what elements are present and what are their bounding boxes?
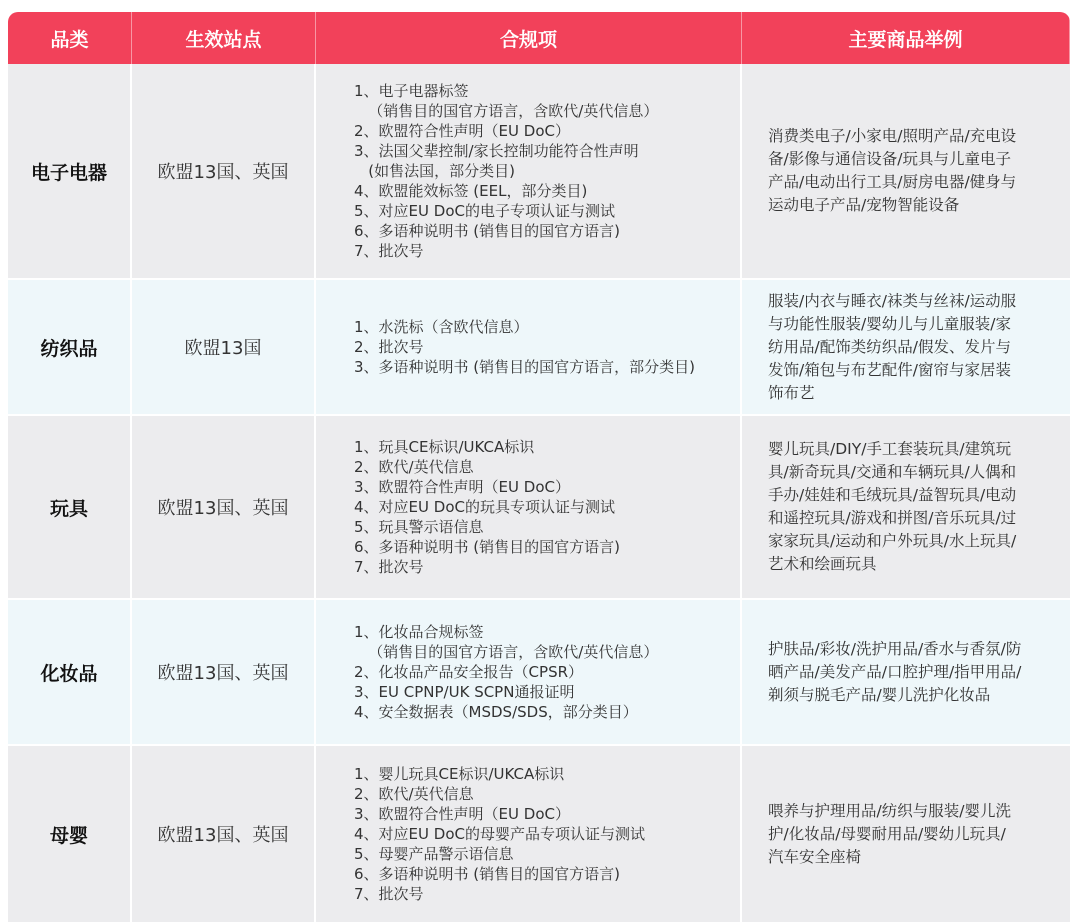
examples-line: 消费类电子/小家电/照明产品/充电设 — [768, 127, 1017, 145]
examples-line: 纺用品/配饰类纺织品/假发、发片与 — [768, 337, 1011, 356]
category-cell: 母婴 — [8, 746, 132, 922]
compliance-item: 5、对应EU DoC的电子专项认证与测试 — [354, 202, 615, 220]
examples-line: 艺术和绘画玩具 — [768, 555, 877, 573]
category-cell: 化妆品 — [8, 600, 132, 744]
compliance-item: 2、欧代/英代信息 — [354, 785, 474, 803]
compliance-item: （销售目的国官方语言，含欧代/英代信息） — [354, 643, 659, 661]
compliance-item: 3、EU CPNP/UK SCPN通报证明 — [354, 683, 575, 701]
compliance-item: (如售法国，部分类目) — [354, 162, 516, 180]
compliance-list — [354, 81, 658, 261]
compliance-item: 1、婴儿玩具CE标识/UKCA标识 — [354, 765, 565, 783]
examples-line: 家家玩具/运动和户外玩具/水上玩具/ — [768, 532, 1017, 550]
compliance-cell — [316, 600, 742, 744]
compliance-list — [354, 437, 620, 577]
compliance-item: 5、玩具警示语信息 — [354, 518, 484, 536]
compliance-item: 2、欧盟符合性声明（EU DoC） — [354, 122, 570, 140]
examples-line: 手办/娃娃和毛绒玩具/益智玩具/电动 — [768, 486, 1017, 504]
compliance-table — [8, 12, 1070, 924]
compliance-item: 7、批次号 — [354, 558, 424, 576]
compliance-cell — [316, 746, 742, 922]
compliance-item: 3、欧盟符合性声明（EU DoC） — [354, 478, 570, 496]
examples-line: 剃须与脱毛产品/婴儿洗护化妆品 — [768, 685, 991, 704]
table-row — [8, 600, 1070, 746]
examples-line: 服装/内衣与睡衣/袜类与丝袜/运动服 — [768, 291, 1017, 310]
compliance-item: （销售目的国官方语言，含欧代/英代信息） — [354, 102, 659, 120]
examples-line: 晒产品/美发产品/口腔护理/指甲用品/ — [768, 662, 1022, 681]
compliance-item: 1、电子电器标签 — [354, 82, 469, 100]
compliance-item: 6、多语种说明书 (销售目的国官方语言) — [354, 865, 621, 883]
compliance-item: 2、化妆品产品安全报告（CPSR） — [354, 663, 584, 681]
examples-line: 护肤品/彩妆/洗护用品/香水与香氛/防 — [768, 639, 1022, 658]
examples-line: 护/化妆品/母婴耐用品/婴幼儿玩具/ — [768, 824, 1006, 843]
sites-cell: 欧盟13国、英国 — [132, 746, 316, 922]
header-sites: 生效站点 — [132, 12, 316, 64]
examples-line: 饰布艺 — [768, 383, 815, 402]
compliance-item: 3、欧盟符合性声明（EU DoC） — [354, 805, 570, 823]
examples-line: 汽车安全座椅 — [768, 847, 862, 866]
compliance-item: 5、母婴产品警示语信息 — [354, 845, 514, 863]
compliance-item: 3、法国父辈控制/家长控制功能符合性声明 — [354, 142, 639, 160]
compliance-item: 7、批次号 — [354, 885, 424, 903]
examples-cell — [742, 64, 1070, 278]
examples-line: 发饰/箱包与布艺配件/窗帘与家居装 — [768, 360, 1011, 379]
compliance-item: 6、多语种说明书 (销售目的国官方语言) — [354, 222, 621, 240]
examples-line: 备/影像与通信设备/玩具与儿童电子 — [768, 150, 1011, 168]
examples-line: 和遥控玩具/游戏和拼图/音乐玩具/过 — [768, 509, 1017, 527]
sites-cell: 欧盟13国、英国 — [132, 416, 316, 598]
table-row — [8, 280, 1070, 416]
compliance-item: 6、多语种说明书 (销售目的国官方语言) — [354, 538, 621, 556]
compliance-item: 3、多语种说明书 (销售目的国官方语言，部分类目) — [354, 358, 696, 376]
examples-line: 产品/电动出行工具/厨房电器/健身与 — [768, 173, 1017, 191]
compliance-cell — [316, 280, 742, 414]
header-compliance: 合规项 — [316, 12, 742, 64]
compliance-list — [354, 317, 695, 377]
sites-cell: 欧盟13国、英国 — [132, 64, 316, 278]
sites-cell: 欧盟13国、英国 — [132, 600, 316, 744]
table-row — [8, 746, 1070, 924]
table-row — [8, 416, 1070, 600]
compliance-list — [354, 622, 658, 722]
category-cell: 玩具 — [8, 416, 132, 598]
sites-cell: 欧盟13国 — [132, 280, 316, 414]
examples-cell — [742, 746, 1070, 922]
compliance-item: 1、水洗标（含欧代信息） — [354, 318, 529, 336]
header-category: 品类 — [8, 12, 132, 64]
examples-cell — [742, 600, 1070, 744]
examples-line: 婴儿玩具/DIY/手工套装玩具/建筑玩 — [768, 440, 1012, 458]
compliance-item: 4、对应EU DoC的玩具专项认证与测试 — [354, 498, 615, 516]
header-examples: 主要商品举例 — [742, 12, 1070, 64]
examples-line: 与功能性服装/婴幼儿与儿童服装/家 — [768, 314, 1011, 333]
compliance-item: 4、欧盟能效标签 (EEL，部分类目) — [354, 182, 588, 200]
compliance-item: 4、安全数据表（MSDS/SDS，部分类目） — [354, 703, 638, 721]
examples-cell — [742, 280, 1070, 414]
compliance-item: 2、批次号 — [354, 338, 424, 356]
category-cell: 电子电器 — [8, 64, 132, 278]
examples-line: 具/新奇玩具/交通和车辆玩具/人偶和 — [768, 463, 1017, 481]
compliance-cell — [316, 416, 742, 598]
examples-line: 喂养与护理用品/纺织与服装/婴儿洗 — [768, 801, 1011, 820]
compliance-cell — [316, 64, 742, 278]
compliance-item: 4、对应EU DoC的母婴产品专项认证与测试 — [354, 825, 645, 843]
table-row — [8, 64, 1070, 280]
category-cell: 纺织品 — [8, 280, 132, 414]
examples-cell — [742, 416, 1070, 598]
examples-line: 运动电子产品/宠物智能设备 — [768, 196, 960, 214]
compliance-item: 7、批次号 — [354, 242, 424, 260]
compliance-item: 2、欧代/英代信息 — [354, 458, 474, 476]
table-header — [8, 12, 1070, 64]
compliance-list — [354, 764, 645, 904]
compliance-item: 1、玩具CE标识/UKCA标识 — [354, 438, 535, 456]
compliance-item: 1、化妆品合规标签 — [354, 623, 484, 641]
